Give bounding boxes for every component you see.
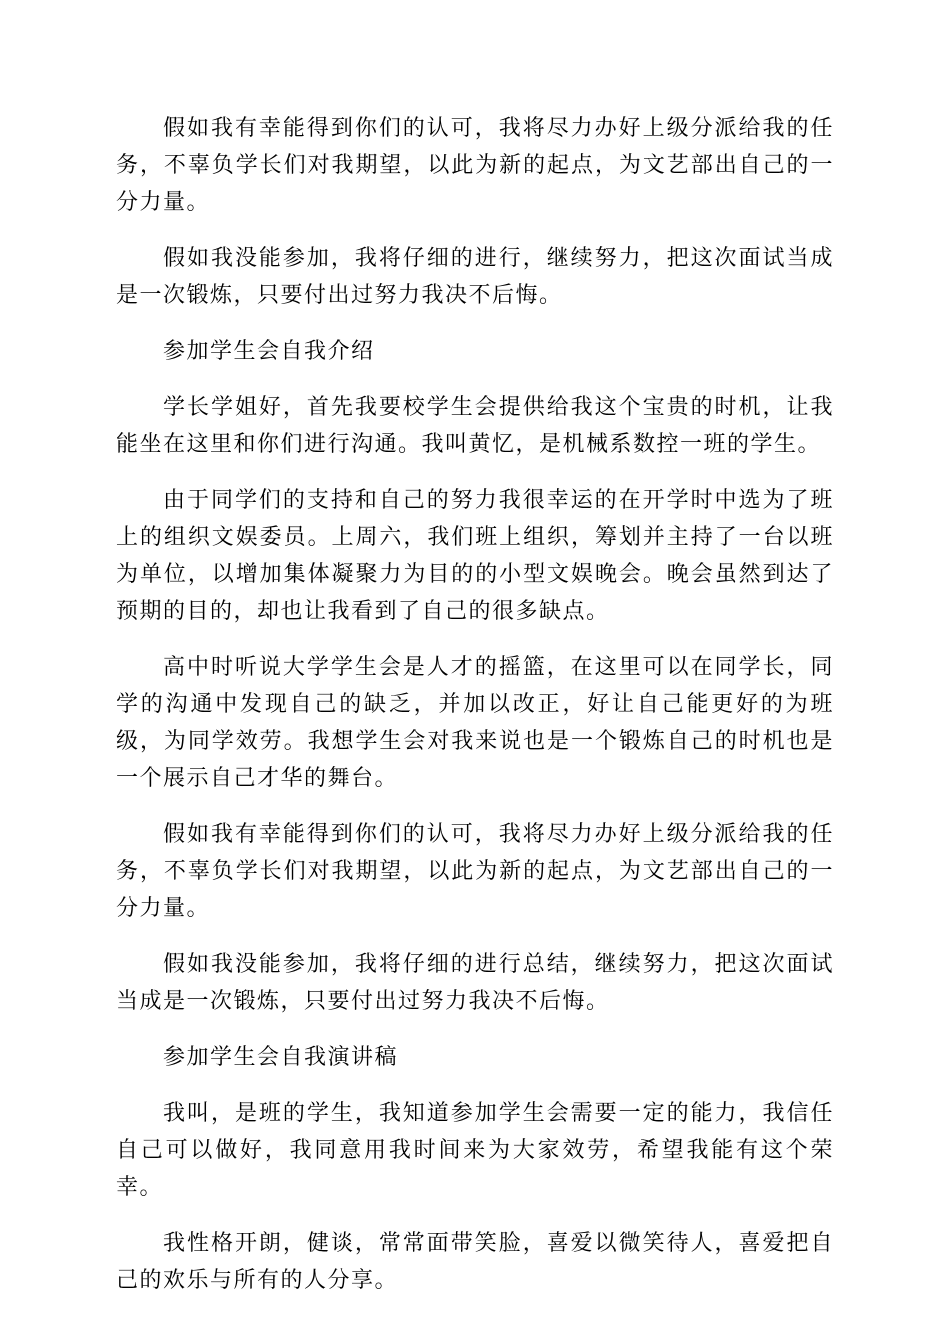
paragraph-4: 由于同学们的支持和自己的努力我很幸运的在开学时中选为了班上的组织文娱委员。上周六，我们班上组织，筹划并主持了一台以班为单位，以增加集体凝聚力为目的的小型文娱晚会。晚会虽然到达了预期的目的，却也让我看到了自己的很多缺点。 [116,488,834,624]
paragraph-1: 假如我有幸能得到你们的认可，我将尽力办好上级分派给我的任务，不辜负学长们对我期望，以此为新的起点，为文艺部出自己的一分力量。 [116,116,834,215]
paragraph-9: 我性格开朗，健谈，常常面带笑脸，喜爱以微笑待人，喜爱把自己的欢乐与所有的人分享。 [116,1231,834,1293]
paragraph-6: 假如我有幸能得到你们的认可，我将尽力办好上级分派给我的任务，不辜负学长们对我期望，以此为新的起点，为文艺部出自己的一分力量。 [116,822,834,921]
section-heading-speech-draft: 参加学生会自我演讲稿 [163,1045,399,1070]
paragraph-2: 假如我没能参加，我将仔细的进行，继续努力，把这次面试当成是一次锻炼，只要付出过努力我决不后悔。 [116,246,834,308]
paragraph-7: 假如我没能参加，我将仔细的进行总结，继续努力，把这次面试当成是一次锻炼，只要付出过努力我决不后悔。 [116,952,834,1014]
section-heading-self-introduction: 参加学生会自我介绍 [163,339,375,364]
paragraph-5: 高中时听说大学学生会是人才的摇篮，在这里可以在同学长，同学的沟通中发现自己的缺乏，并加以改正，好让自己能更好的为班级，为同学效劳。我想学生会对我来说也是一个锻炼自己的时机也是一个展示自己才华的舞台。 [116,655,834,791]
paragraph-8: 我叫，是班的学生，我知道参加学生会需要一定的能力，我信任自己可以做好，我同意用我时间来为大家效劳，希望我能有这个荣幸。 [116,1101,834,1200]
paragraph-3: 学长学姐好，首先我要校学生会提供给我这个宝贵的时机，让我能坐在这里和你们进行沟通。我叫黄忆，是机械系数控一班的学生。 [116,395,834,457]
